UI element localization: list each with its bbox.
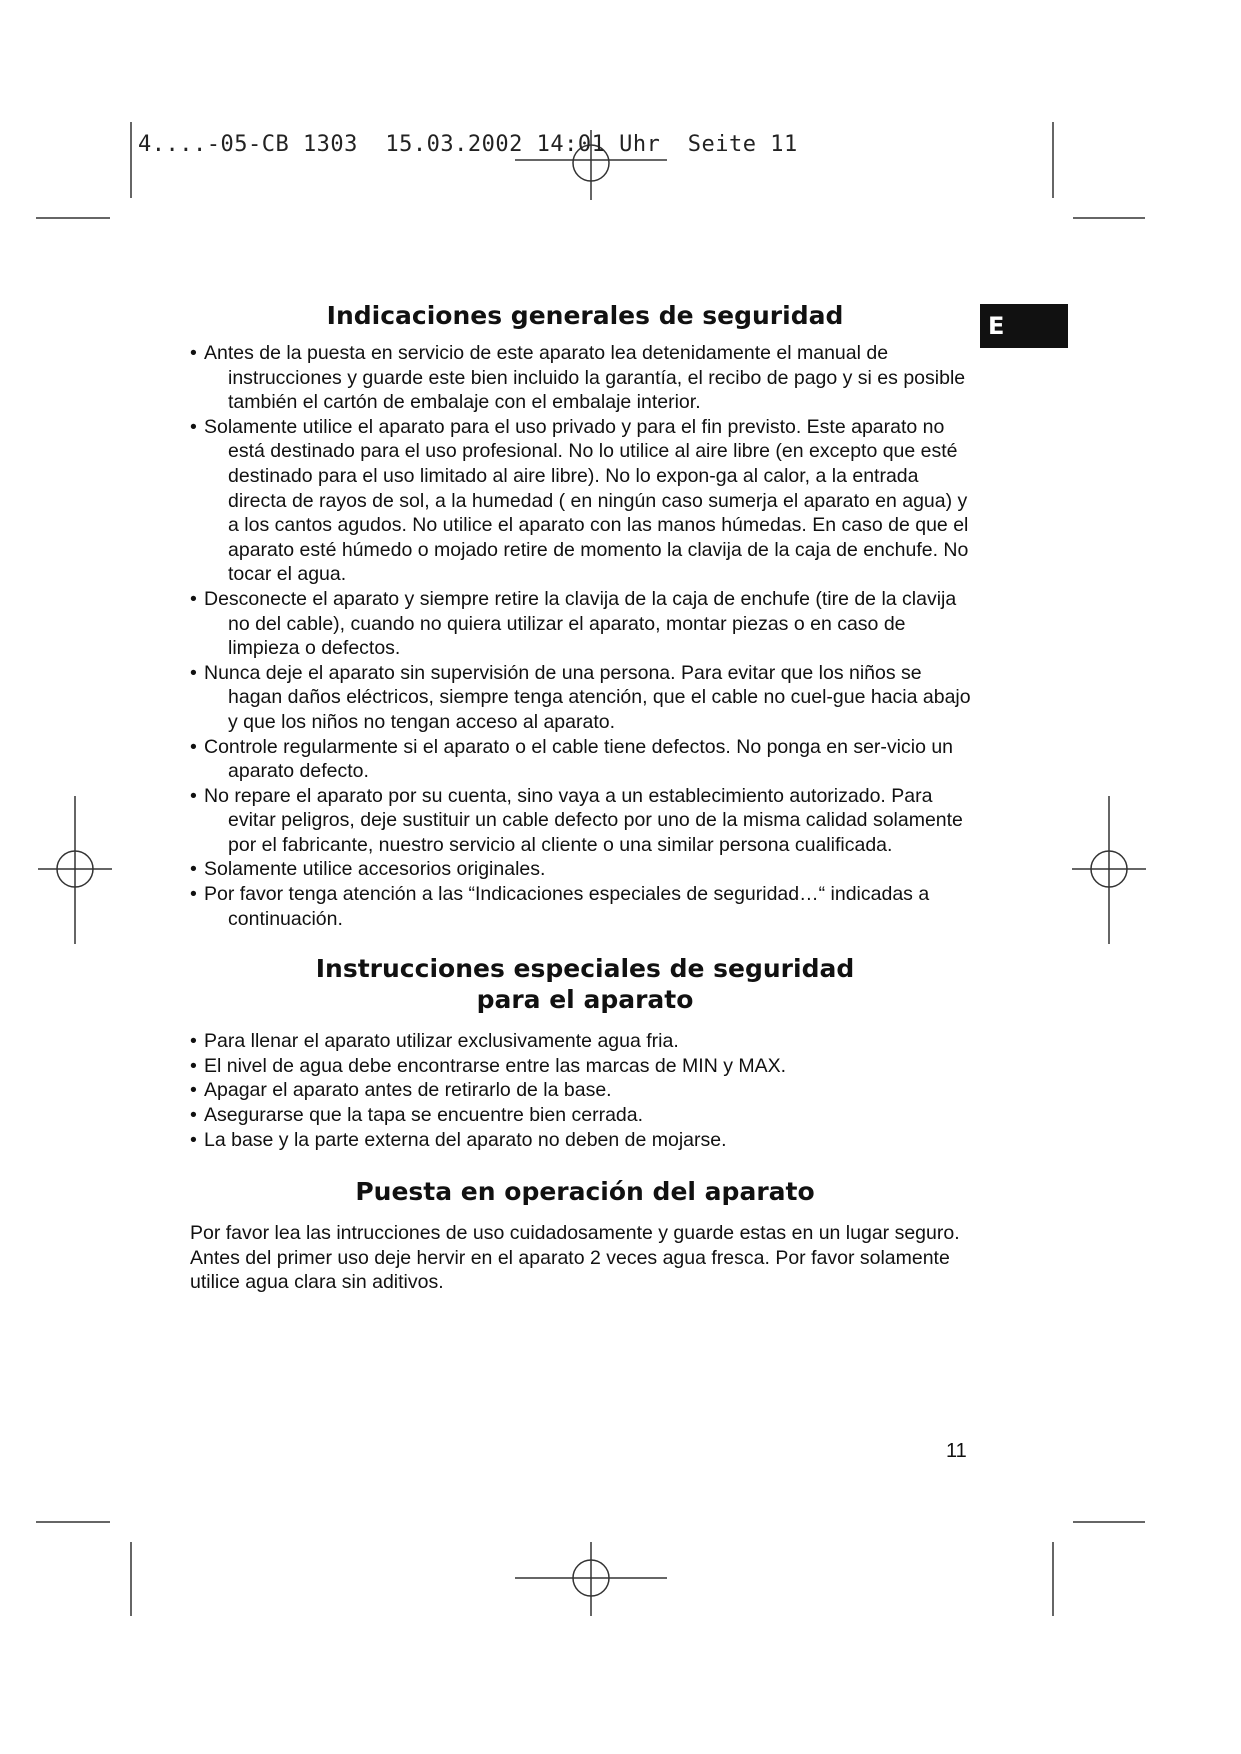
list-item: • Apagar el aparato antes de retirarlo de la base. [190, 1079, 612, 1102]
list-item: • El nivel de agua debe encontrarse entre las marcas de MIN y MAX. [190, 1054, 787, 1077]
page-number: 11 [946, 1440, 967, 1462]
list-item: • Nunca deje el aparato sin supervisión de una persona. Para evitar que los niños se hagan daños eléctricos, siempre tenga atención, que el cable no cuel-gue hacia abajo y que los niños no tengan acceso al aparato. [190, 661, 971, 733]
list-item: • La base y la parte externa del aparato no deben de mojarse. [190, 1128, 727, 1151]
language-tab: E [980, 304, 1068, 348]
section-title-operation: Puesta en operación del aparato [355, 1177, 815, 1207]
list-item: • Asegurarse que la tapa se encuentre bien cerrada. [190, 1104, 644, 1127]
list-item: • Solamente utilice el aparato para el uso privado y para el fin previsto. Este aparato no está destinado para el uso profesional. No lo utilice al aire libre (en excepto que esté destinado para el uso limitado al aire libre). No lo expon-ga al calor, a la entrada directa de rayos de sol, a la humedad ( en ningún caso sumerja el aparato en agua) y a los cantos agudos. No utilice el aparato con las manos húmedas. En caso de que el aparato esté húmedo o mojado retire de momento la clavija de la caja de enchufe. No tocar el agua. [190, 415, 969, 586]
print-slug-line: 4....-05-CB 1303 15.03.2002 14:01 Uhr Seite 11 [138, 132, 798, 157]
list-item: • Por favor tenga atención a las “Indicaciones especiales de seguridad…“ indicadas a continuación. [190, 883, 930, 930]
list-item: • No repare el aparato por su cuenta, sino vaya a un establecimiento autorizado. Para evitar peligros, deje sustituir un cable defecto por uno de la misma calidad solamente por el fabricante, nuestro servicio al cliente o una similar persona cualificada. [190, 784, 963, 856]
section-title-special-line2: para el aparato [476, 985, 694, 1015]
list-item: • Antes de la puesta en servicio de este aparato lea detenidamente el manual de instrucciones y guarde este bien incluido la garantía, el recibo de pago y si es posible también el cartón de embalaje con el embalaje interior. [190, 342, 966, 414]
section-title-special-line1: Instrucciones especiales de seguridad [315, 954, 855, 984]
operation-paragraph: Por favor lea las intrucciones de uso cuidadosamente y guarde estas en un lugar seguro. Antes del primer uso deje hervir en el aparato 2 veces agua fresca. Por favor solamente utilice agua clara sin aditivos. [190, 1222, 960, 1294]
list-item: • Para llenar el aparato utilizar exclusivamente agua fria. [190, 1030, 679, 1053]
list-item: • Solamente utilice accesorios originales. [190, 858, 546, 881]
section-title-general: Indicaciones generales de seguridad [326, 301, 844, 330]
list-item: • Desconecte el aparato y siempre retire la clavija de la caja de enchufe (tire de la clavija no del cable), cuando no quiera utilizar el aparato, montar piezas o en caso de limpieza o defectos. [190, 587, 957, 660]
list-item: • Controle regularmente si el aparato o el cable tiene defectos. No ponga en ser-vicio un aparato defecto. [190, 735, 954, 783]
